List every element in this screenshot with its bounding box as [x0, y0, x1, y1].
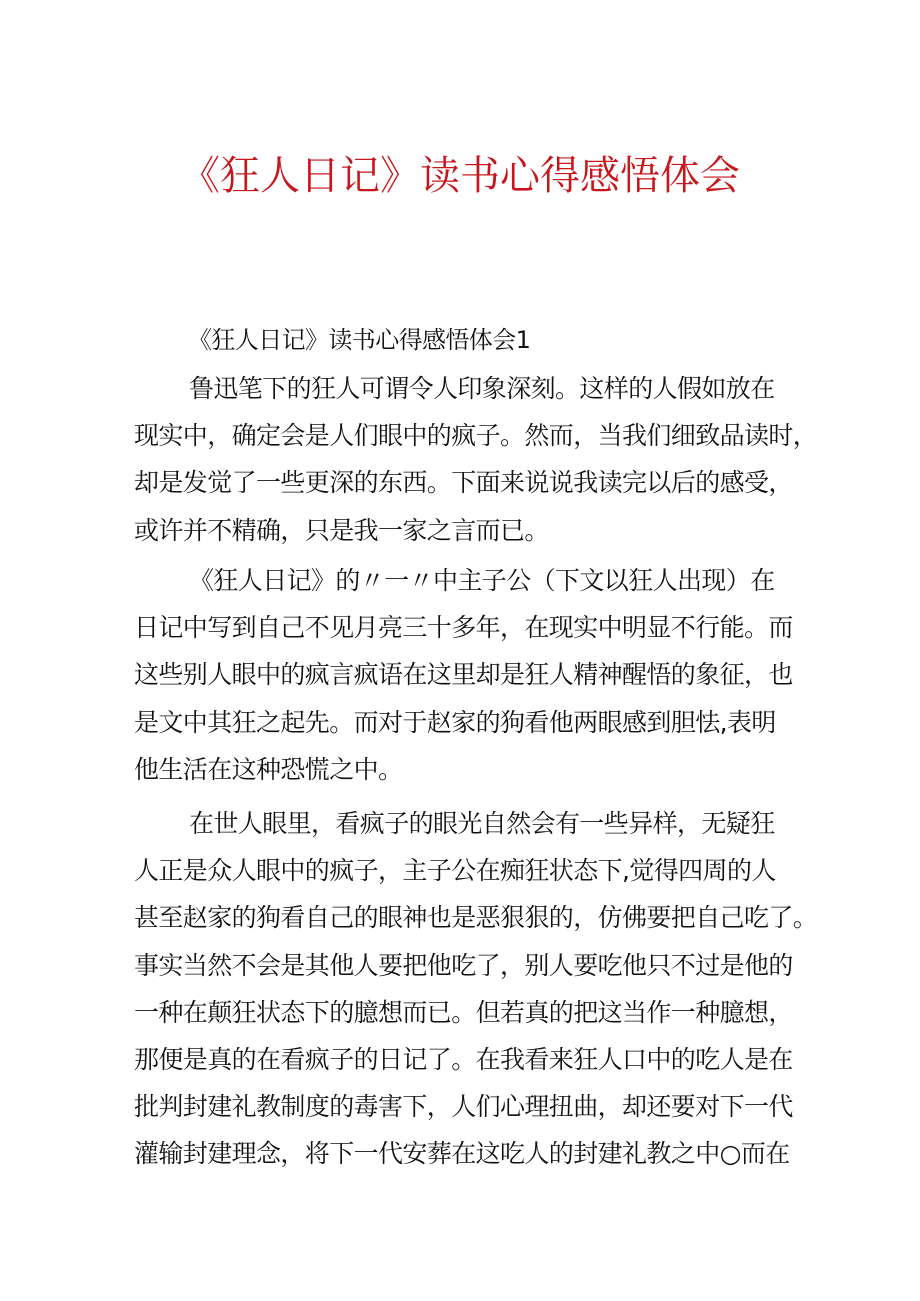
paragraph-line: 日记中写到自己不见月亮三十多年，在现实中明显不行能。而 [134, 613, 793, 643]
paragraph-line: 灌输封建理念，将下一代安葬在这吃人的封建礼教之中○而在 [134, 1139, 790, 1169]
paragraph-line: 一种在颠狂状态下的臆想而已。但若真的把这当作一种臆想， [134, 997, 793, 1027]
paragraph-2 [134, 557, 800, 793]
paragraph-line: 人正是众人眼中的疯子，主子公在痴狂状态下,觉得四周的人 [134, 856, 776, 886]
paragraph-line: 现实中，确定会是人们眼中的疯子。然而，当我们细致品读时， [134, 421, 818, 451]
paragraph-line: 他生活在这种恐慌之中。 [134, 754, 403, 784]
paragraph-line: 《狂人日记》的〃一〃中主子公（下文以狂人出现）在 [189, 566, 775, 595]
paragraph-line: 事实当然不会是其他人要把他吃了，别人要吃他只不过是他的 [134, 950, 793, 980]
paragraph-line: 或许并不精确，只是我一家之言而已。 [134, 515, 549, 545]
paragraph-line: 这些别人眼中的疯言疯语在这里却是狂人精神醒悟的象征，也 [134, 660, 793, 690]
paragraph-line: 在世人眼里，看疯子的眼光自然会有一些异样，无疑狂 [189, 809, 775, 838]
section-heading: 《狂人日记》读书心得感悟体会1 [188, 326, 531, 354]
paragraph-1 [134, 365, 818, 554]
paragraph-line: 鲁迅笔下的狂人可谓令人印象深刻。这样的人假如放在 [189, 374, 775, 403]
document-title: 《狂人日记》读书心得感悟体会 [180, 153, 740, 199]
paragraph-line: 那便是真的在看疯子的日记了。在我看来狂人口中的吃人是在 [134, 1044, 793, 1074]
paragraph-line: 甚至赵家的狗看自己的眼神也是恶狠狠的，仿佛要把自己吃了。 [134, 903, 818, 933]
paragraph-3 [134, 800, 818, 1178]
paragraph-line: 却是发觉了一些更深的东西。下面来说说我读完以后的感受， [134, 468, 793, 498]
paragraph-line: 是文中其狂之起先。而对于赵家的狗看他两眼感到胆怯,表明 [134, 707, 776, 737]
paragraph-line: 批判封建礼教制度的毒害下，人们心理扭曲，却还要对下一代 [134, 1092, 793, 1122]
